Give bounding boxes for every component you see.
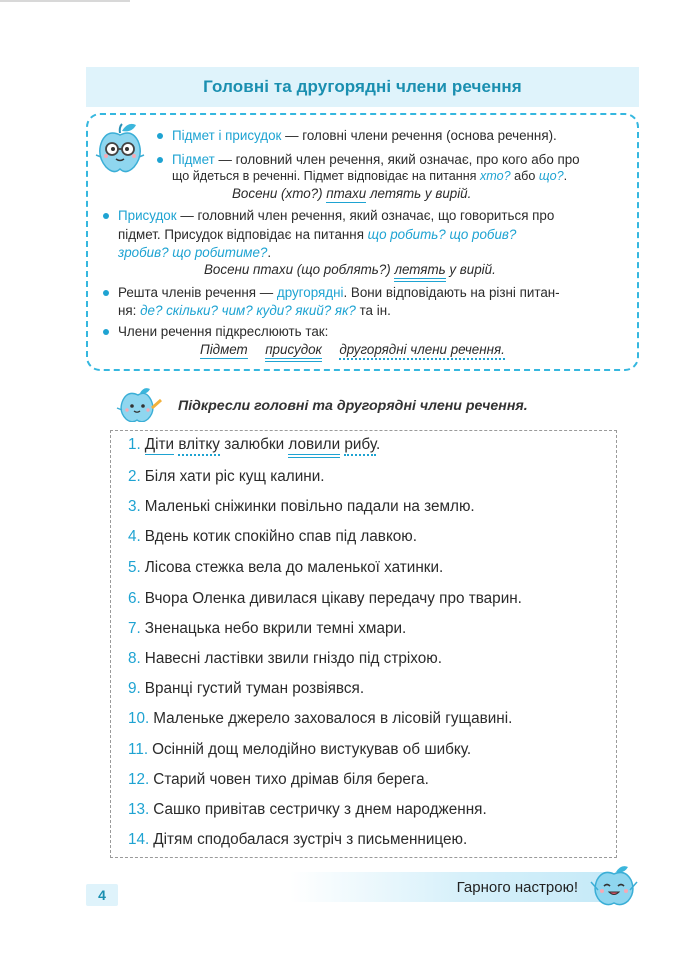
rule-4-line-2: ня: де? скільки? чим? куди? який? як? та ін. <box>118 303 391 318</box>
bullet-dot <box>157 157 163 163</box>
example-2: Восени птахи (що роблять?) летять у вирій. <box>204 262 496 277</box>
legend-secondary: другорядні члени речення. <box>339 342 505 360</box>
exercise-title: Підкресли головні та другорядні члени речення. <box>178 398 528 414</box>
sentence-10: 10. Маленьке джерело заховалося в лісовій гущавині. <box>128 710 513 727</box>
sentence-4: 4. Вдень котик спокійно спав під лавкою. <box>128 528 418 545</box>
apple-happy-mascot-icon <box>590 864 638 908</box>
sentence-9: 9. Вранці густий туман розвіявся. <box>128 680 365 697</box>
footer-band <box>290 872 606 902</box>
rule-4-line-1: Решта членів речення — другорядні. Вони відповідають на різні питан- <box>118 285 560 300</box>
rule-3-line-2: підмет. Присудок відповідає на питання що робить? що робив? <box>118 227 517 242</box>
sentence-2: 2. Біля хати ріс кущ калини. <box>128 468 325 485</box>
rule-2-line-1: Підмет — головний член речення, який означає, про кого або про <box>172 152 580 167</box>
page-title-bar <box>86 67 639 107</box>
sentence-5: 5. Лісова стежка вела до маленької хатинки. <box>128 559 444 576</box>
page-edge-shadow <box>0 0 130 2</box>
underline-legend <box>200 342 505 358</box>
legend-predicate: присудок <box>265 342 322 357</box>
bullet-dot <box>157 133 163 139</box>
sentence-14: 14. Дітям сподобалася зустріч з письменницею. <box>128 831 468 848</box>
rule-5: Члени речення підкреслюють так: <box>118 324 329 339</box>
page-number: 4 <box>86 884 118 906</box>
sentence-8: 8. Навесні ластівки звили гніздо під стріхою. <box>128 650 442 667</box>
bullet-dot <box>103 290 109 296</box>
rule-3-line-1: Присудок — головний член речення, який означає, що говориться про <box>118 208 555 223</box>
footer-slogan: Гарного настрою! <box>456 878 578 896</box>
sentence-12: 12. Старий човен тихо дрімав біля берега. <box>128 771 429 788</box>
bullet-dot <box>103 213 109 219</box>
sentence-6: 6. Вчора Оленка дивилася цікаву передачу про тварин. <box>128 590 522 607</box>
sentence-list-box <box>110 430 617 858</box>
page-title: Головні та другорядні члени речення <box>203 77 522 96</box>
secondary-word: влітку <box>178 436 220 456</box>
sentence-11: 11. Осінній дощ мелодійно вистукував об шибку. <box>128 741 472 758</box>
sentence-13: 13. Сашко привітав сестричку з днем народження. <box>128 801 487 818</box>
secondary-word: рибу <box>344 436 376 456</box>
rule-2-line-2: що йдеться в реченні. Підмет відповідає на питання хто? або що?. <box>172 169 568 183</box>
sentence-3: 3. Маленькі сніжинки повільно падали на землю. <box>128 498 475 515</box>
rule-3-line-3: зробив? що робитиме?. <box>118 245 272 260</box>
legend-subject: Підмет <box>200 342 248 357</box>
subject-word: Діти <box>144 436 175 453</box>
apple-pencil-mascot-icon <box>116 386 162 422</box>
sentence-7: 7. Зненацька небо вкрили темні хмари. <box>128 620 407 637</box>
example-1: Восени (хто?) птахи летять у вирій. <box>232 186 472 201</box>
rule-1: Підмет і присудок — головні члени речення (основа речення). <box>172 128 557 143</box>
bullet-dot <box>103 329 109 335</box>
predicate-word: ловили <box>288 436 341 453</box>
sentence-1: 1. Діти влітку залюбки ловили рибу. <box>128 436 380 454</box>
apple-glasses-mascot-icon <box>95 121 145 173</box>
